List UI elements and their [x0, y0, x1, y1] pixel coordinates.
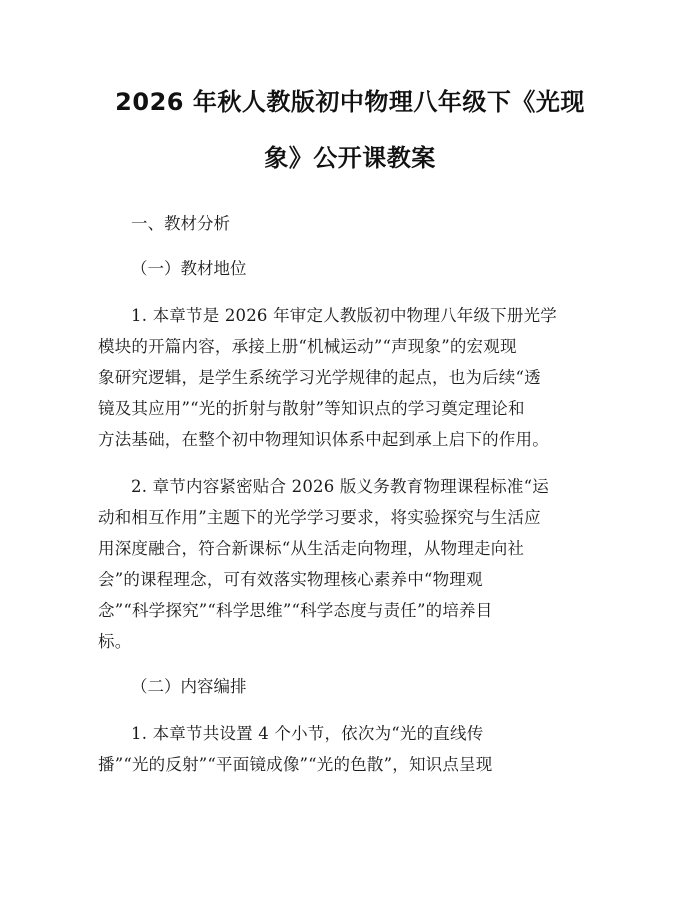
- paragraph-1-line: 模块的开篇内容，承接上册“机械运动”“声现象”的宏观现: [98, 337, 517, 356]
- paragraph-1-line: 1. 本章节是 2026 年审定人教版初中物理八年级下册光学: [131, 306, 557, 325]
- title-line-2: 象》公开课教案: [264, 144, 436, 172]
- paragraph-2-line: 2. 章节内容紧密贴合 2026 版义务教育物理课程标准“运: [131, 477, 549, 496]
- paragraph-1-line: 镜及其应用”“光的折射与散射”等知识点的学习奠定理论和: [98, 399, 525, 418]
- paragraph-1-line: 方法基础，在整个初中物理知识体系中起到承上启下的作用。: [98, 430, 549, 449]
- paragraph-3-line: 播”“光的反射”“平面镜成像”“光的色散”，知识点呈现: [98, 755, 493, 774]
- section-heading-textbook-analysis: 一、教材分析: [131, 214, 230, 233]
- paragraph-3: [98, 718, 602, 780]
- title-line-1: 2026 年秋人教版初中物理八年级下《光现: [115, 88, 585, 116]
- paragraph-2: [98, 471, 602, 657]
- paragraph-2-line: 动和相互作用”主题下的光学学习要求，将实验探究与生活应: [98, 508, 541, 527]
- paragraph-2-line: 会”的课程理念，可有效落实物理核心素养中“物理观: [98, 570, 483, 589]
- paragraph-1-line: 象研究逻辑，是学生系统学习光学规律的起点，也为后续“透: [98, 368, 541, 387]
- paragraph-2-line: 标。: [98, 632, 132, 651]
- paragraph-1: [98, 300, 602, 455]
- document-title: [98, 74, 602, 186]
- subsection-heading-content-arrangement: （二）内容编排: [131, 677, 247, 696]
- paragraph-3-line: 1. 本章节共设置 4 个小节，依次为“光的直线传: [131, 724, 484, 743]
- paragraph-2-line: 念”“科学探究”“科学思维”“科学态度与责任”的培养目: [98, 601, 493, 620]
- subsection-heading-textbook-status: （一）教材地位: [131, 259, 247, 278]
- paragraph-2-line: 用深度融合，符合新课标“从生活走向物理，从物理走向社: [98, 539, 525, 558]
